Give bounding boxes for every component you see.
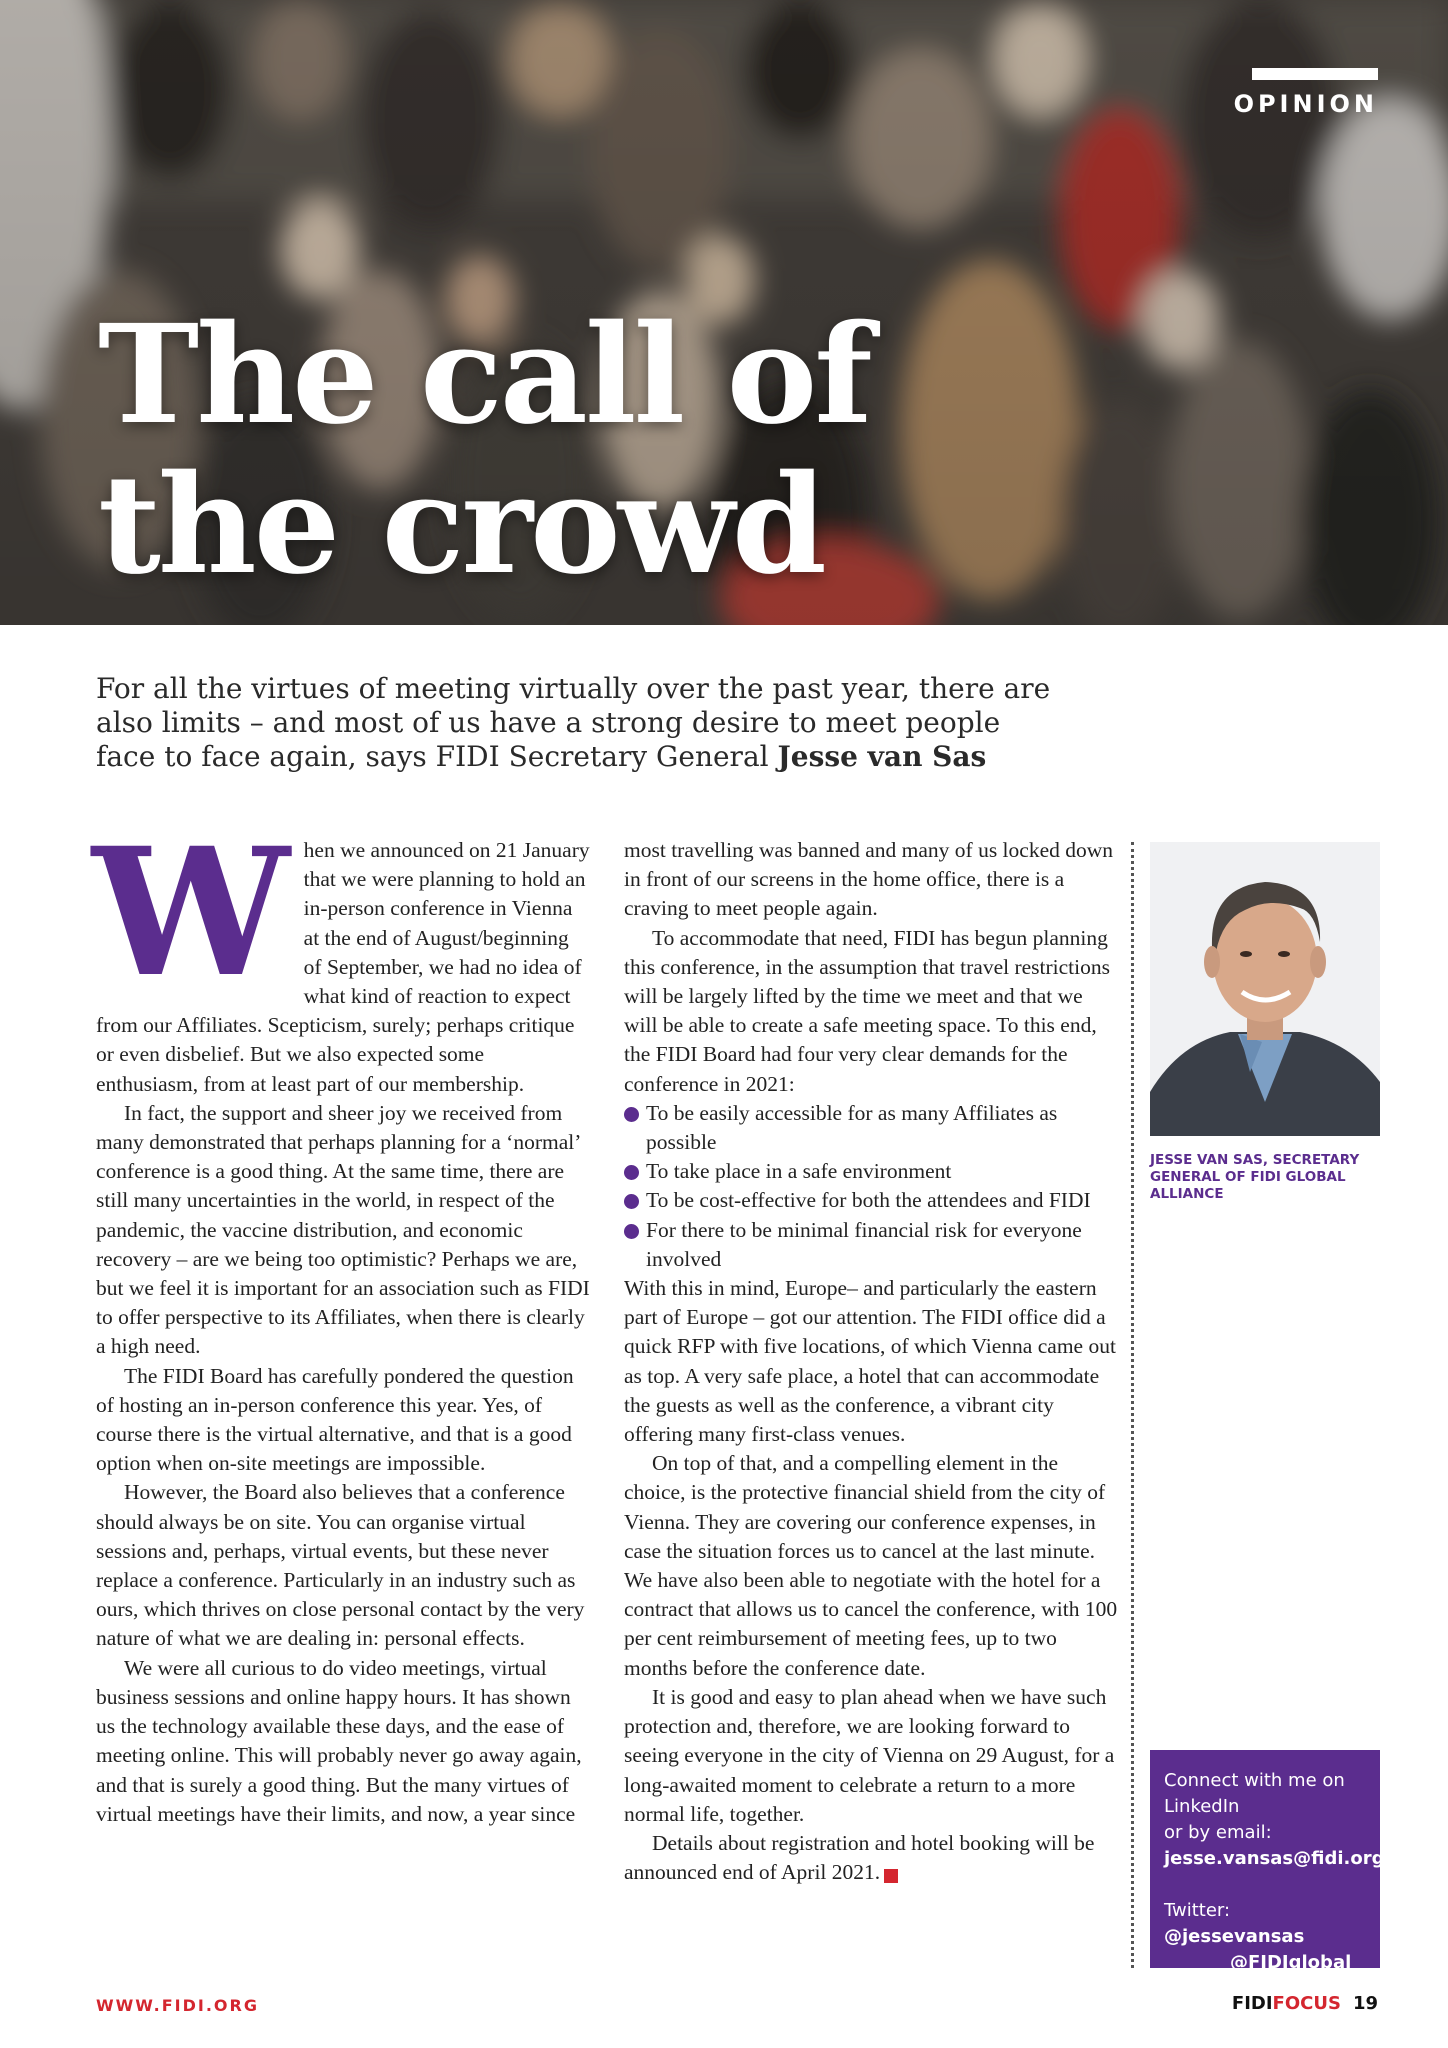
drop-cap: W	[92, 809, 290, 1016]
article-paragraph: However, the Board also believes that a conference should always be on site. You can organise virtual sessions and, perhaps, virtual events, but these never replace a conference. Particularly in an industry such as ours, which thrives on close personal contact by the very nature of what we are dealing in: personal effects.	[96, 1480, 585, 1651]
demands-list	[624, 1099, 1118, 1274]
section-tag-bar	[1252, 68, 1378, 80]
footer-brand	[1232, 1993, 1378, 2014]
article-paragraph: With this in mind, Europe– and particularly the eastern part of Europe – got our attention. The FIDI office did a quick RFP with five locations, of which Vienna came out as top. A very safe place, a hotel that can accommodate the guests as well as the conference, a vibrant city offering many first-class venues.	[624, 1276, 1116, 1447]
linkedin-link[interactable]: LinkedIn	[1164, 1796, 1240, 1817]
email-link[interactable]: jesse.vansas@fidi.org	[1164, 1848, 1385, 1869]
author-photo	[1150, 842, 1380, 1136]
brand-focus: FOCUS	[1272, 1993, 1341, 2014]
standfirst-text: For all the virtues of meeting virtually over the past year, there are also limits – and most of us have a strong desire to meet people face to face again, says FIDI Secretary General	[96, 672, 1051, 773]
portrait-image	[1150, 842, 1380, 1136]
twitter-label: Twitter:	[1164, 1900, 1231, 1921]
contact-line: Connect with me on	[1164, 1770, 1345, 1791]
article-column-2	[624, 836, 1118, 1887]
contact-box	[1150, 1750, 1385, 1973]
list-item: To be cost-effective for both the attendees and FIDI	[624, 1186, 1118, 1215]
hero-image	[0, 0, 1448, 625]
article-paragraph: The FIDI Board has carefully pondered the question of hosting an in-person conference this year. Yes, of course there is the virtual alternative, and that is a good option when on-site meetings are impossible.	[96, 1363, 574, 1476]
article-column-1	[92, 809, 590, 1829]
headline-line-1: The call of	[98, 295, 870, 455]
article-paragraph	[624, 1829, 1118, 1887]
headline	[98, 295, 870, 605]
headline-line-2: the crowd	[98, 445, 824, 605]
end-mark-icon: FF	[884, 1869, 898, 1883]
article-last-sentence: Details about registration and hotel booking will be announced end of April 2021.	[624, 1830, 1095, 1885]
column-divider	[1131, 842, 1134, 1968]
article-paragraph: We were all curious to do video meetings, virtual business sessions and online happy hours. It has shown us the technology available these days, and the ease of meeting online. This will probably never go away again, and that is surely a good thing. But the many virtues of virtual meetings have their limits, and now, a year since	[96, 1655, 582, 1826]
photo-caption: JESSE VAN SAS, SECRETARY GENERAL OF FIDI GLOBAL ALLIANCE	[1150, 1152, 1360, 1202]
article-paragraph: To accommodate that need, FIDI has begun planning this conference, in the assumption that travel restrictions will be largely lifted by the time we meet and that we will be able to create a safe meeting space. To this end, the FIDI Board had four very clear demands for the conference in 2021:	[624, 925, 1110, 1096]
section-tag	[1234, 68, 1378, 118]
standfirst	[96, 672, 1056, 774]
article-paragraph: In fact, the support and sheer joy we received from many demonstrated that perhaps planning for a ‘normal’ conference is a good thing. At the same time, there are still many uncertainties in the world, in respect of the pandemic, the vaccine distribution, and economic recovery – are we being too optimistic? Perhaps we are, but we feel it is important for an association such as FIDI to offer perspective to its Affiliates, when there is clearly a high need.	[96, 1100, 590, 1359]
page-number: 19	[1352, 1993, 1378, 2014]
list-item: To take place in a safe environment	[624, 1157, 1118, 1186]
twitter-handle-personal[interactable]: @jessevansas	[1164, 1926, 1305, 1947]
article-paragraph: hen we announced on 21 January that we were planning to hold an in-person conference in Vienna at the end of August/beginning of September, we had no idea of what kind of reaction to expect from our Affiliates. Scepticism, surely; perhaps critique or even disbelief. But we also expected some enthusiasm, from at least part of our membership.	[96, 838, 590, 1096]
list-item: For there to be minimal financial risk for everyone involved	[624, 1216, 1118, 1274]
website-url[interactable]: WWW.FIDI.ORG	[96, 1996, 259, 2015]
standfirst-author: Jesse van Sas	[777, 740, 987, 773]
section-label: OPINION	[1233, 90, 1378, 118]
article-paragraph: On top of that, and a compelling element in the choice, is the protective financial shield from the city of Vienna. They are covering our conference expenses, in case the situation forces us to cancel at the last minute. We have also been able to negotiate with the hotel for a contract that allows us to cancel the conference, with 100 per cent reimbursement of meeting fees, up to two months before the conference date.	[624, 1451, 1118, 1680]
brand-fidi: FIDI	[1231, 1993, 1273, 2014]
article-paragraph: It is good and easy to plan ahead when we have such protection and, therefore, we are looking forward to seeing everyone in the city of Vienna on 29 August, for a long-awaited moment to celebrate a return to a more normal life, together.	[624, 1684, 1115, 1826]
article-paragraph: most travelling was banned and many of us locked down in front of our screens in the home office, there is a craving to meet people again.	[624, 838, 1114, 921]
twitter-handle-fidi[interactable]: @FIDIglobal	[1230, 1952, 1352, 1973]
twitter-row	[1164, 1898, 1366, 1950]
list-item: To be easily accessible for as many Affiliates as possible	[624, 1099, 1118, 1157]
contact-line: or by email:	[1164, 1822, 1272, 1843]
